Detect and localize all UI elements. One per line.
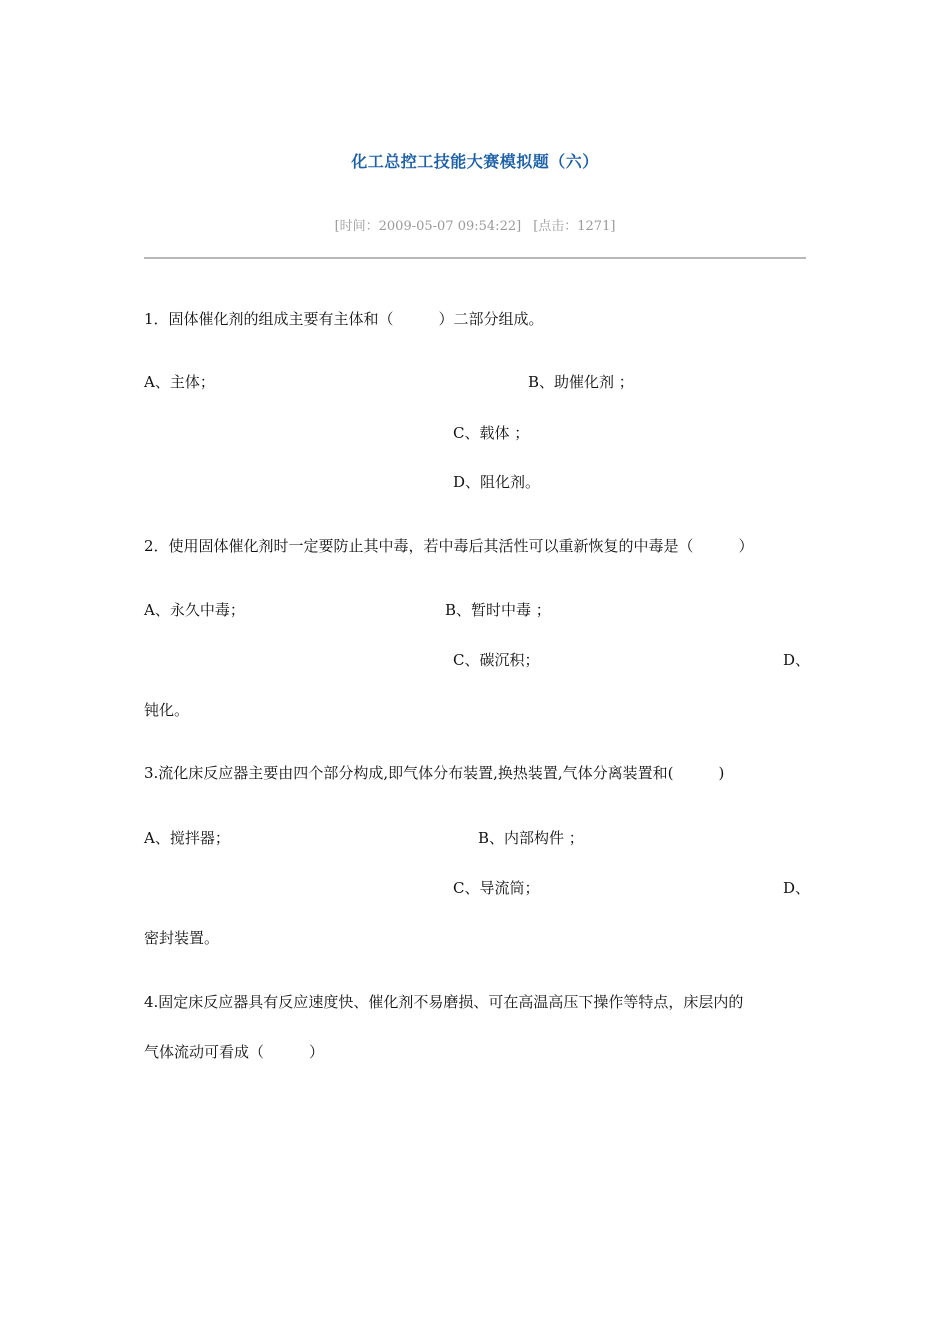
question-1-option-c: C、载体 ； — [453, 424, 530, 442]
page-title: 化工总控工技能大赛模拟题（六） — [351, 152, 599, 171]
question-3-option-a: A、搅拌器； — [144, 829, 230, 847]
question-1-option-b: B、助催化剂 ； — [528, 373, 634, 391]
question-3-option-d-prefix: D、 — [783, 879, 811, 897]
question-3-stem: 3.流化床反应器主要由四个部分构成,即气体分布装置,换热装置,气体分离装置和( ) — [144, 764, 725, 782]
click-count: [点击：1271] — [533, 219, 616, 234]
question-4-stem-line-2: 气体流动可看成（ ） — [144, 1043, 325, 1061]
question-4-stem-line-1: 4.固定床反应器具有反应速度快、催化剂不易磨损、可在高温高压下操作等特点，床层内的 — [144, 993, 744, 1011]
question-1-option-d: D、阻化剂。 — [453, 473, 541, 491]
question-3-option-c: C、导流筒； — [453, 879, 540, 897]
question-2-stem: 2．使用固体催化剂时一定要防止其中毒，若中毒后其活性可以重新恢复的中毒是（ ） — [144, 537, 754, 555]
question-2-option-a: A、永久中毒； — [144, 601, 245, 619]
question-1-stem: 1．固体催化剂的组成主要有主体和（ ）二部分组成。 — [144, 310, 544, 328]
question-2-option-c: C、碳沉积； — [453, 651, 540, 669]
question-3-option-d-text: 密封装置。 — [144, 929, 220, 947]
article-meta — [0, 215, 950, 234]
question-3-option-b: B、内部构件 ； — [478, 829, 584, 847]
question-2-option-b: B、暂时中毒 ； — [445, 601, 551, 619]
question-1-option-a: A、主体； — [144, 373, 215, 391]
title-divider — [144, 257, 806, 259]
question-2-option-d-prefix: D、 — [783, 651, 811, 669]
question-2-option-d-text: 钝化。 — [144, 701, 190, 719]
publish-time: [时间：2009-05-07 09:54:22] — [334, 219, 522, 234]
